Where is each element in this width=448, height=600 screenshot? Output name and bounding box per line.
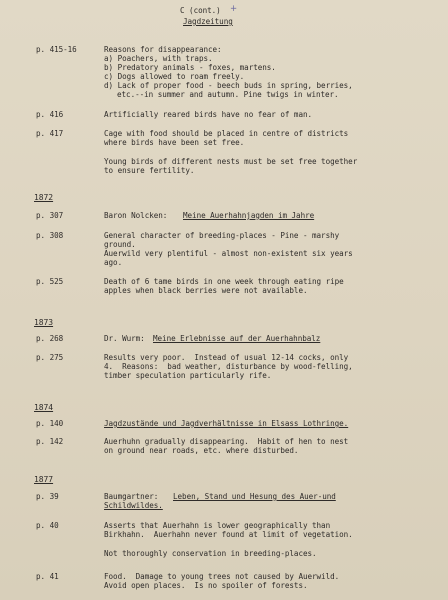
year-heading: 1872: [34, 193, 54, 202]
note-line: where birds have been set free.: [104, 138, 245, 147]
handwritten-plus-mark: +: [230, 4, 238, 14]
note-line: ground.: [104, 240, 136, 249]
note-line: Artificially reared birds have no fear of man.: [104, 110, 313, 119]
note-line: to ensure fertility.: [104, 166, 195, 175]
page-ref: p. 39: [36, 492, 59, 501]
note-line: General character of breeding-places - Pine - marshy: [104, 231, 340, 240]
article-title: Meine Erlebnisse auf der Auerhahnbalz: [153, 334, 321, 343]
note-line: d) Lack of proper food - beech buds in spring, berries,: [104, 81, 353, 90]
article-author: Baron Nolcken:: [104, 211, 168, 220]
page-ref: p. 268: [36, 334, 64, 343]
note-line: Not thoroughly conservation in breeding-places.: [104, 549, 317, 558]
article-title: Leben, Stand und Hesung des Auer-und: [173, 492, 336, 501]
article-title: Meine Auerhahnjagden im Jahre: [183, 211, 315, 220]
page-ref: p. 417: [36, 129, 64, 138]
page-ref: p. 525: [36, 277, 64, 286]
page-ref: p. 40: [36, 521, 59, 530]
note-line: etc.--in summer and autumn. Pine twigs in winter.: [117, 90, 339, 99]
note-line: Auerhuhn gradually disappearing. Habit of hen to nest: [104, 437, 349, 446]
note-line: ago.: [104, 258, 123, 267]
page-ref: p. 307: [36, 211, 64, 220]
note-line: b) Predatory animals - foxes, martens.: [104, 63, 276, 72]
note-line: 4. Reasons: bad weather, disturbance by wood-felling,: [104, 362, 353, 371]
note-line: on ground near roads, etc. where disturbed.: [104, 446, 299, 455]
year-heading: 1873: [34, 318, 54, 327]
article-author: Baumgartner:: [104, 492, 159, 501]
note-line: Young birds of different nests must be set free together: [104, 157, 358, 166]
page-ref: p. 41: [36, 572, 59, 581]
note-line: Cage with food should be placed in centre of districts: [104, 129, 349, 138]
note-line: c) Dogs allowed to roam freely.: [104, 72, 245, 81]
page-ref: p. 415-16: [36, 45, 77, 54]
continuation-mark: C (cont.): [180, 6, 221, 15]
note-line: apples when black berries were not available.: [104, 286, 308, 295]
note-line: Asserts that Auerhahn is lower geographically than: [104, 521, 331, 530]
note-line: a) Poachers, with traps.: [104, 54, 213, 63]
note-line: Reasons for disappearance:: [104, 45, 222, 54]
page-ref: p. 140: [36, 419, 64, 428]
article-author: Dr. Wurm:: [104, 334, 145, 343]
note-line: timber speculation particularly rife.: [104, 371, 272, 380]
note-line: Results very poor. Instead of usual 12-14 cocks, only: [104, 353, 349, 362]
page-title: Jagdzeitung: [183, 17, 233, 26]
note-line: Auerwild very plentiful - almost non-existent six years: [104, 249, 353, 258]
note-line: Food. Damage to young trees not caused by Auerwild.: [104, 572, 340, 581]
page-ref: p. 275: [36, 353, 64, 362]
article-title: Jagdzustände und Jagdverhältnisse in Elsass Lothringe.: [104, 419, 349, 428]
page-ref: p. 142: [36, 437, 64, 446]
article-title: Schildwildes.: [104, 501, 163, 510]
year-heading: 1877: [34, 475, 54, 484]
page-ref: p. 416: [36, 110, 64, 119]
note-line: Birkhahn. Auerhahn never found at limit of vegetation.: [104, 530, 353, 539]
note-line: Avoid open places. Is no spoiler of forests.: [104, 581, 308, 590]
page-ref: p. 308: [36, 231, 64, 240]
year-heading: 1874: [34, 403, 54, 412]
note-line: Death of 6 tame birds in one week through eating ripe: [104, 277, 344, 286]
